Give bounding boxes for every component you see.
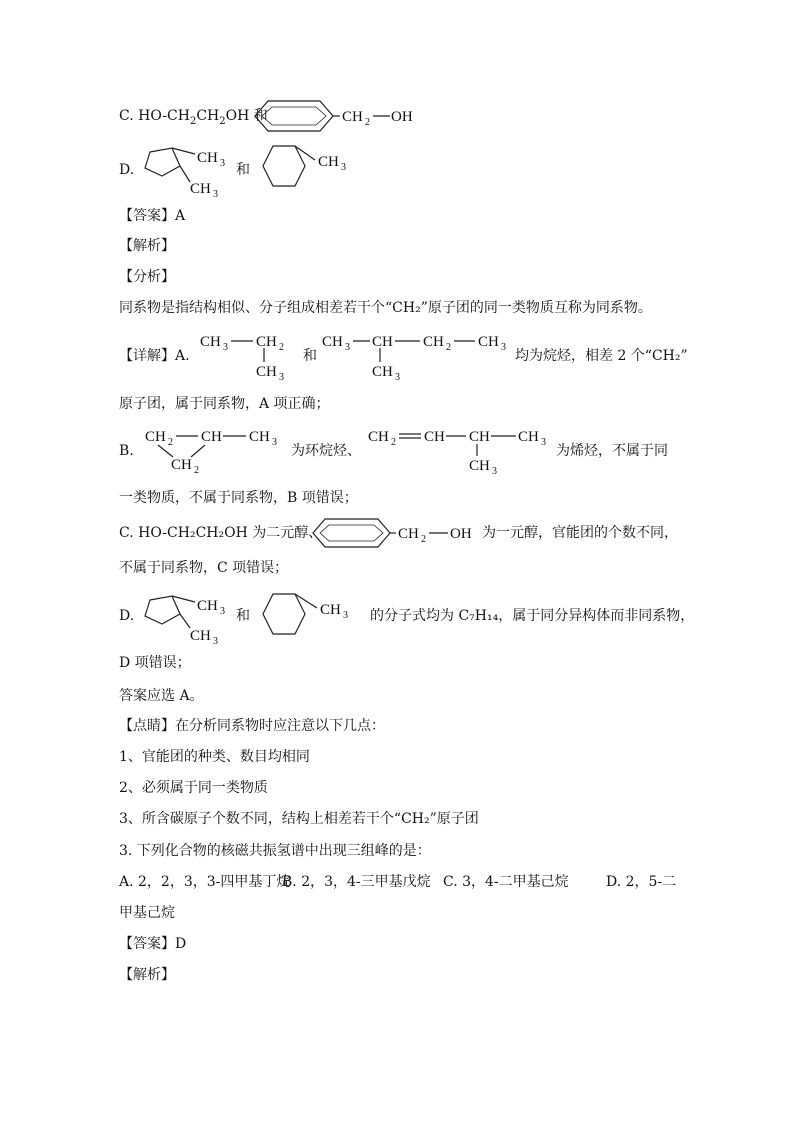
detail-b-mid: 为环烷烃、 — [291, 443, 361, 459]
svg-text:CH: CH — [256, 364, 277, 380]
point-2: 2、必须属于同一类物质 — [119, 780, 268, 796]
svg-text:CH: CH — [469, 429, 490, 445]
svg-text:3: 3 — [343, 610, 348, 621]
svg-text:3: 3 — [213, 636, 218, 646]
svg-text:CH: CH — [197, 598, 218, 614]
svg-text:CH: CH — [398, 526, 419, 542]
detail-c-prefix: C. HO-CH₂CH₂OH 为二元醇、 — [119, 525, 323, 541]
svg-text:2: 2 — [194, 465, 199, 473]
svg-text:3: 3 — [220, 158, 225, 169]
detail-d-line2: D 项错误； — [119, 655, 191, 671]
svg-text:2: 2 — [446, 342, 451, 353]
svg-text:CH: CH — [372, 334, 393, 350]
svg-text:3: 3 — [220, 606, 225, 617]
svg-text:CH: CH — [372, 364, 393, 380]
svg-text:CH: CH — [171, 457, 192, 473]
methylcyclohexane-structure-2 — [255, 588, 365, 643]
dianjing-text: 【点睛】在分析同系物时应注意以下几点： — [119, 718, 385, 734]
svg-text:3: 3 — [223, 342, 228, 353]
option-d-continued: 甲基己烷 — [119, 905, 175, 921]
methyl-ethyl-cyclopentane-structure — [140, 140, 240, 200]
analysis-1: 【解析】 — [119, 238, 175, 254]
svg-text:CH: CH — [249, 429, 270, 445]
butane-structure — [198, 326, 298, 381]
benzyl-alcohol-structure-2 — [308, 515, 478, 551]
detail-c-suffix: 为一元醇，官能团的个数不同， — [482, 525, 678, 541]
svg-text:3: 3 — [345, 342, 350, 353]
svg-text:3: 3 — [501, 342, 506, 353]
svg-text:CH: CH — [478, 334, 499, 350]
methylbutene-structure — [366, 423, 556, 478]
definition-text: 同系物是指结构相似、分子组成相差若干个“CH₂”原子团的同一类物质互称为同系物。 — [119, 300, 652, 316]
hexane-structure — [320, 326, 515, 381]
svg-text:CH: CH — [145, 429, 166, 445]
detail-a-and: 和 — [303, 348, 317, 364]
option-b: B. 2，3，4-三甲基戊烷 — [282, 874, 431, 890]
svg-text:OH: OH — [450, 526, 472, 542]
svg-text:2: 2 — [421, 534, 426, 545]
svg-text:3: 3 — [272, 437, 277, 448]
svg-text:3: 3 — [341, 162, 346, 173]
svg-text:CH: CH — [423, 334, 444, 350]
detail-d-suffix: 的分子式均为 C₇H₁₄，属于同分异构体而非同系物， — [370, 608, 695, 624]
fenxi-heading: 【分析】 — [119, 269, 175, 285]
point-1: 1、官能团的种类、数目均相同 — [119, 749, 310, 765]
option-d: D. 2，5-二 — [606, 874, 677, 890]
point-3: 3、所含碳原子个数不同，结构上相差若干个“CH₂”原子团 — [119, 811, 479, 827]
detail-b-prefix: B. — [119, 443, 134, 459]
svg-text:3: 3 — [279, 372, 284, 381]
svg-text:CH: CH — [197, 150, 218, 166]
svg-text:CH: CH — [200, 334, 221, 350]
svg-text:OH: OH — [391, 109, 413, 125]
option-d-label: D. — [119, 162, 135, 178]
detail-c-line2: 不属于同系物，C 项错误； — [119, 560, 289, 576]
methylcyclopropane-structure — [143, 423, 288, 473]
svg-text:2: 2 — [365, 117, 370, 128]
option-c: C. 3，4-二甲基己烷 — [443, 874, 569, 890]
svg-text:CH: CH — [256, 334, 277, 350]
question-3: 3. 下列化合物的核磁共振氢谱中出现三组峰的是： — [119, 843, 431, 859]
svg-text:2: 2 — [279, 342, 284, 353]
svg-text:3: 3 — [541, 437, 546, 448]
benzyl-alcohol-structure — [250, 96, 425, 136]
detail-b-suffix: 为烯烃，不属于同 — [556, 443, 668, 459]
svg-text:CH: CH — [190, 628, 211, 644]
detail-b-line2: 一类物质，不属于同系物，B 项错误； — [119, 490, 358, 506]
detail-a-line2: 原子团，属于同系物，A 项正确； — [119, 396, 330, 412]
svg-text:CH: CH — [201, 429, 222, 445]
detail-d-prefix: D. — [119, 608, 135, 624]
svg-text:2: 2 — [168, 437, 173, 448]
svg-text:CH: CH — [320, 602, 341, 618]
methylcyclohexane-structure — [255, 140, 365, 195]
svg-text:CH: CH — [190, 181, 211, 197]
svg-text:3: 3 — [213, 189, 218, 200]
svg-text:CH: CH — [322, 334, 343, 350]
methyl-ethyl-cyclopentane-structure-2 — [140, 588, 240, 646]
svg-text:CH: CH — [518, 429, 539, 445]
svg-text:CH: CH — [342, 109, 363, 125]
svg-text:3: 3 — [492, 466, 497, 477]
and-text: 和 — [236, 162, 250, 178]
answer-1: 【答案】A — [119, 208, 186, 224]
option-a: A. 2，2，3，3-四甲基丁烷 — [119, 874, 291, 890]
option-c-text: C. $HO-CH_2CH_2OH$ 和 — [119, 108, 268, 127]
analysis-3: 【解析】 — [119, 967, 175, 983]
svg-text:CH: CH — [469, 458, 490, 474]
detail-d-and: 和 — [236, 608, 250, 624]
svg-text:2: 2 — [391, 437, 396, 448]
answer-3: 【答案】D — [119, 936, 187, 952]
svg-text:CH: CH — [424, 429, 445, 445]
detail-a-suffix: 均为烷烃，相差 2 个“CH₂” — [515, 348, 688, 364]
detail-a-prefix: 【详解】A. — [119, 348, 190, 364]
conclusion-text: 答案应选 A。 — [119, 688, 204, 704]
svg-text:3: 3 — [395, 372, 400, 381]
option-c-line — [119, 106, 268, 132]
svg-text:CH: CH — [368, 429, 389, 445]
svg-text:CH: CH — [318, 154, 339, 170]
